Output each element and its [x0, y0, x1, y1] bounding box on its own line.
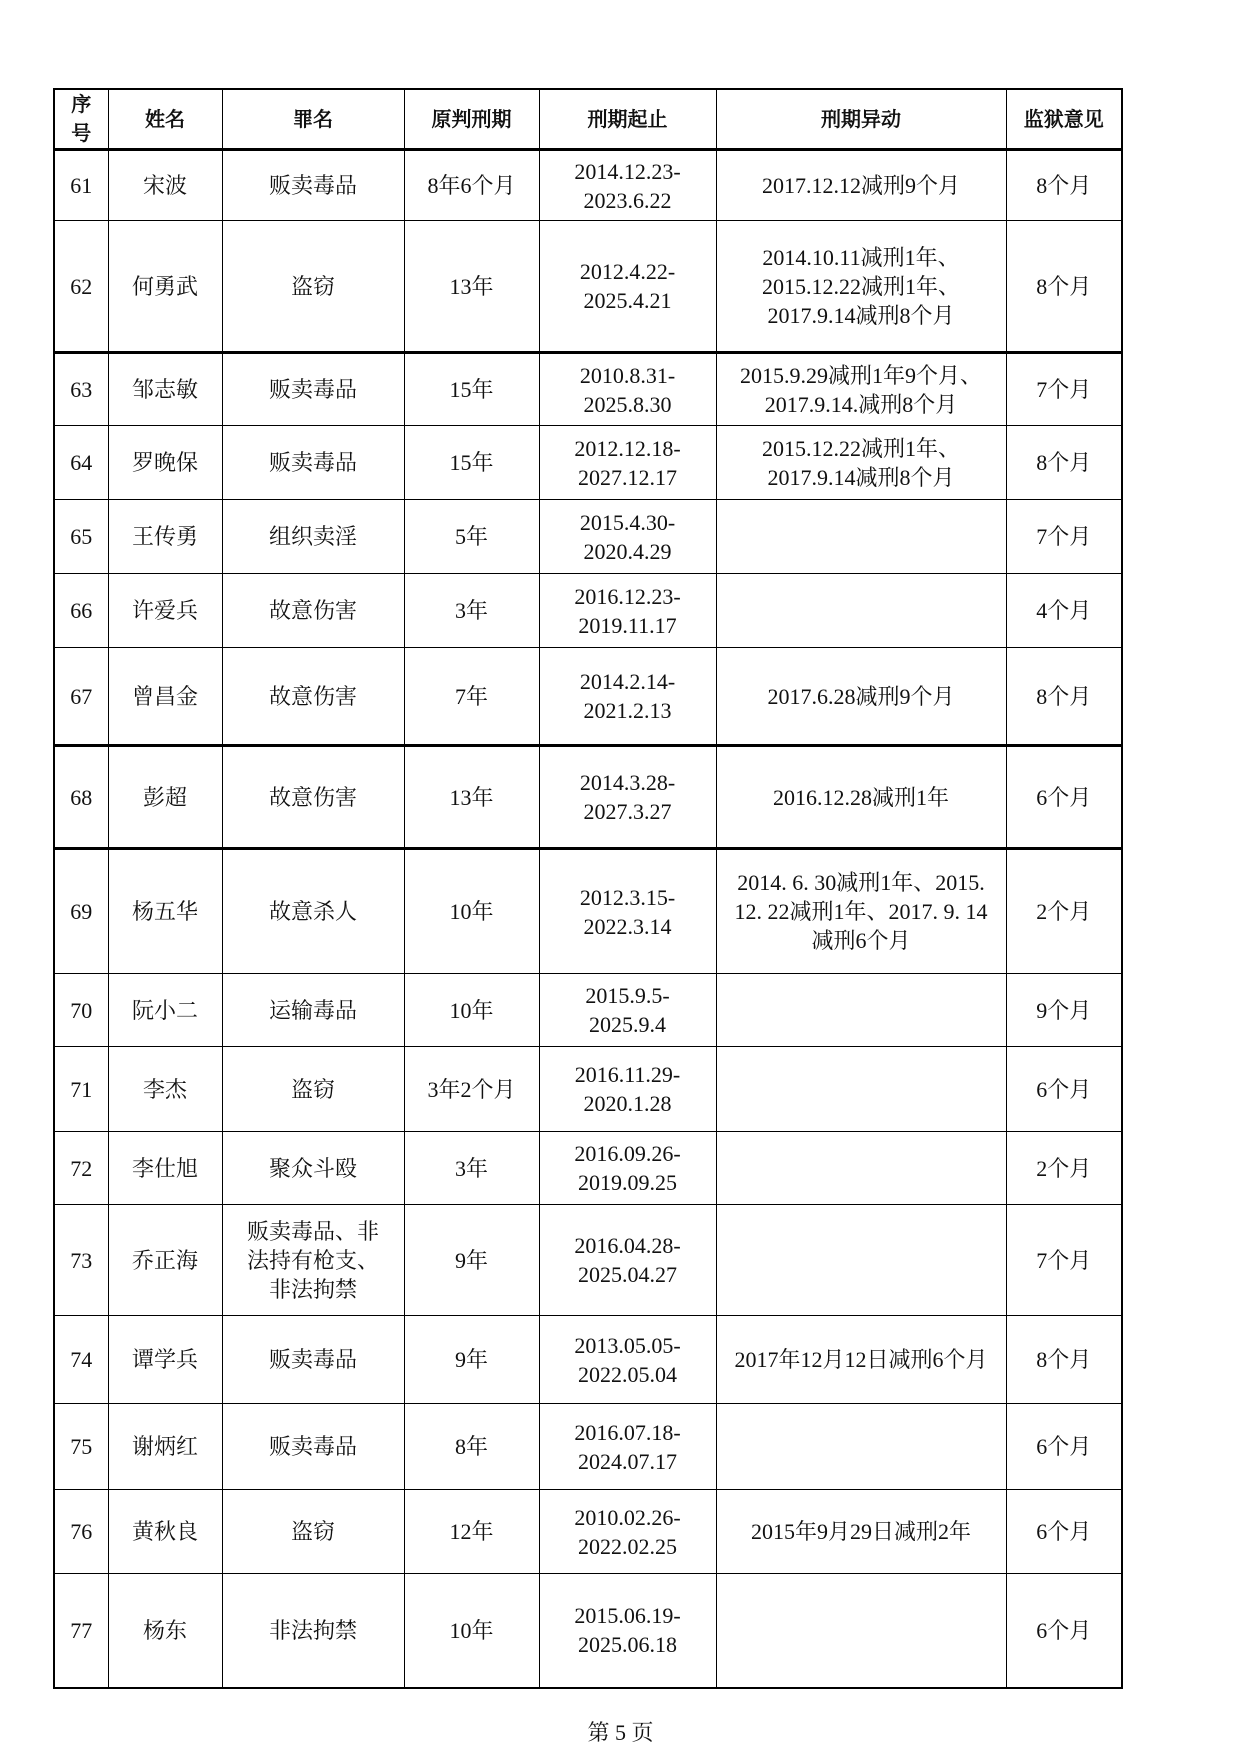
cell-sentence: 15年: [404, 426, 539, 500]
table-row: [54, 1316, 1122, 1404]
cell-name: 谭学兵: [108, 1316, 222, 1404]
table-row: [54, 500, 1122, 574]
cell-crime: 贩卖毒品: [222, 1404, 404, 1490]
cell-period: 2016.11.29-2020.1.28: [539, 1047, 716, 1132]
cell-no: 66: [54, 574, 108, 648]
cell-sentence: 7年: [404, 648, 539, 746]
cell-opinion: 8个月: [1006, 1316, 1122, 1404]
cell-crime: 故意杀人: [222, 849, 404, 974]
cell-period: 2015.4.30-2020.4.29: [539, 500, 716, 574]
cell-sentence: 13年: [404, 746, 539, 849]
table-row: [54, 648, 1122, 746]
cell-no: 68: [54, 746, 108, 849]
cell-change: [716, 1132, 1006, 1205]
table-row: [54, 1132, 1122, 1205]
table-row: [54, 574, 1122, 648]
cell-crime: 组织卖淫: [222, 500, 404, 574]
cell-change: [716, 1205, 1006, 1316]
table-row: [54, 221, 1122, 353]
cell-period: 2016.04.28-2025.04.27: [539, 1205, 716, 1316]
cell-crime: 故意伤害: [222, 648, 404, 746]
cell-sentence: 13年: [404, 221, 539, 353]
cell-change: 2015.9.29减刑1年9个月、2017.9.14.减刑8个月: [716, 353, 1006, 426]
table-row: [54, 1205, 1122, 1316]
cell-sentence: 5年: [404, 500, 539, 574]
cell-period: 2010.8.31-2025.8.30: [539, 353, 716, 426]
cell-opinion: 7个月: [1006, 1205, 1122, 1316]
cell-crime: 故意伤害: [222, 574, 404, 648]
table-row: [54, 1490, 1122, 1574]
cell-opinion: 8个月: [1006, 150, 1122, 221]
cell-name: 杨东: [108, 1574, 222, 1688]
cell-change: 2017.6.28减刑9个月: [716, 648, 1006, 746]
cell-no: 72: [54, 1132, 108, 1205]
cell-period: 2012.12.18-2027.12.17: [539, 426, 716, 500]
cell-crime: 贩卖毒品: [222, 353, 404, 426]
cell-no: 73: [54, 1205, 108, 1316]
table-row: [54, 974, 1122, 1047]
cell-crime: 非法拘禁: [222, 1574, 404, 1688]
cell-change: [716, 500, 1006, 574]
cell-name: 李仕旭: [108, 1132, 222, 1205]
cell-opinion: 2个月: [1006, 1132, 1122, 1205]
cell-sentence: 10年: [404, 849, 539, 974]
cell-crime: 贩卖毒品: [222, 1316, 404, 1404]
cell-crime: 贩卖毒品、非法持有枪支、非法拘禁: [222, 1205, 404, 1316]
cell-change: 2017年12月12日减刑6个月: [716, 1316, 1006, 1404]
cell-crime: 贩卖毒品: [222, 426, 404, 500]
cell-change: 2015.12.22减刑1年、2017.9.14减刑8个月: [716, 426, 1006, 500]
cell-crime: 运输毒品: [222, 974, 404, 1047]
cell-opinion: 7个月: [1006, 353, 1122, 426]
cell-no: 69: [54, 849, 108, 974]
cell-no: 77: [54, 1574, 108, 1688]
cell-change: 2017.12.12减刑9个月: [716, 150, 1006, 221]
cell-sentence: 10年: [404, 974, 539, 1047]
cell-no: 64: [54, 426, 108, 500]
cell-change: [716, 574, 1006, 648]
cell-name: 阮小二: [108, 974, 222, 1047]
cell-sentence: 3年2个月: [404, 1047, 539, 1132]
cell-period: 2014.12.23-2023.6.22: [539, 150, 716, 221]
cell-change: 2014.10.11减刑1年、2015.12.22减刑1年、2017.9.14减刑8个月: [716, 221, 1006, 353]
cell-name: 曾昌金: [108, 648, 222, 746]
col-header-no: 序号: [54, 89, 108, 150]
cell-opinion: 8个月: [1006, 426, 1122, 500]
cell-period: 2015.06.19-2025.06.18: [539, 1574, 716, 1688]
cell-no: 61: [54, 150, 108, 221]
cell-name: 罗晚保: [108, 426, 222, 500]
cell-opinion: 6个月: [1006, 1047, 1122, 1132]
cell-sentence: 3年: [404, 1132, 539, 1205]
col-header-opinion: 监狱意见: [1006, 89, 1122, 150]
cell-opinion: 8个月: [1006, 648, 1122, 746]
cell-change: 2015年9月29日减刑2年: [716, 1490, 1006, 1574]
cell-opinion: 6个月: [1006, 1404, 1122, 1490]
cell-no: 67: [54, 648, 108, 746]
cell-name: 谢炳红: [108, 1404, 222, 1490]
cell-name: 杨五华: [108, 849, 222, 974]
cell-change: [716, 1404, 1006, 1490]
table-row: [54, 746, 1122, 849]
table-row: [54, 150, 1122, 221]
cell-period: 2014.3.28-2027.3.27: [539, 746, 716, 849]
cell-no: 75: [54, 1404, 108, 1490]
cell-sentence: 12年: [404, 1490, 539, 1574]
cell-opinion: 4个月: [1006, 574, 1122, 648]
table-row: [54, 1574, 1122, 1688]
cell-name: 彭超: [108, 746, 222, 849]
table-row: [54, 1047, 1122, 1132]
cell-name: 何勇武: [108, 221, 222, 353]
cell-period: 2016.07.18-2024.07.17: [539, 1404, 716, 1490]
page-number: 第 5 页: [587, 1720, 654, 1745]
table-row: [54, 1404, 1122, 1490]
cell-no: 62: [54, 221, 108, 353]
cell-no: 70: [54, 974, 108, 1047]
cell-name: 宋波: [108, 150, 222, 221]
cell-period: 2016.12.23-2019.11.17: [539, 574, 716, 648]
cell-name: 李杰: [108, 1047, 222, 1132]
cell-name: 许爱兵: [108, 574, 222, 648]
cell-opinion: 6个月: [1006, 1490, 1122, 1574]
cell-name: 乔正海: [108, 1205, 222, 1316]
cell-opinion: 6个月: [1006, 1574, 1122, 1688]
cell-name: 黄秋良: [108, 1490, 222, 1574]
table-row: [54, 849, 1122, 974]
roster-table: [53, 88, 1123, 1689]
cell-sentence: 9年: [404, 1205, 539, 1316]
cell-sentence: 15年: [404, 353, 539, 426]
cell-name: 邹志敏: [108, 353, 222, 426]
cell-opinion: 6个月: [1006, 746, 1122, 849]
cell-opinion: 9个月: [1006, 974, 1122, 1047]
cell-crime: 贩卖毒品: [222, 150, 404, 221]
cell-sentence: 9年: [404, 1316, 539, 1404]
cell-period: 2012.3.15-2022.3.14: [539, 849, 716, 974]
cell-period: 2012.4.22-2025.4.21: [539, 221, 716, 353]
cell-period: 2016.09.26-2019.09.25: [539, 1132, 716, 1205]
cell-sentence: 3年: [404, 574, 539, 648]
cell-change: 2014. 6. 30减刑1年、2015. 12. 22减刑1年、2017. 9. 14减刑6个月: [716, 849, 1006, 974]
cell-crime: 聚众斗殴: [222, 1132, 404, 1205]
cell-sentence: 8年: [404, 1404, 539, 1490]
col-header-crime: 罪名: [222, 89, 404, 150]
cell-change: 2016.12.28减刑1年: [716, 746, 1006, 849]
cell-no: 63: [54, 353, 108, 426]
cell-opinion: 7个月: [1006, 500, 1122, 574]
cell-opinion: 2个月: [1006, 849, 1122, 974]
cell-period: 2010.02.26-2022.02.25: [539, 1490, 716, 1574]
header-row: [54, 89, 1122, 150]
cell-period: 2015.9.5-2025.9.4: [539, 974, 716, 1047]
cell-sentence: 10年: [404, 1574, 539, 1688]
col-header-name: 姓名: [108, 89, 222, 150]
col-header-sentence: 原判刑期: [404, 89, 539, 150]
table-row: [54, 353, 1122, 426]
cell-name: 王传勇: [108, 500, 222, 574]
table-row: [54, 426, 1122, 500]
cell-sentence: 8年6个月: [404, 150, 539, 221]
cell-change: [716, 1047, 1006, 1132]
cell-no: 76: [54, 1490, 108, 1574]
cell-no: 65: [54, 500, 108, 574]
cell-crime: 盗窃: [222, 1490, 404, 1574]
cell-period: 2014.2.14-2021.2.13: [539, 648, 716, 746]
cell-no: 71: [54, 1047, 108, 1132]
cell-opinion: 8个月: [1006, 221, 1122, 353]
cell-change: [716, 1574, 1006, 1688]
cell-crime: 故意伤害: [222, 746, 404, 849]
cell-crime: 盗窃: [222, 221, 404, 353]
cell-period: 2013.05.05-2022.05.04: [539, 1316, 716, 1404]
cell-crime: 盗窃: [222, 1047, 404, 1132]
cell-change: [716, 974, 1006, 1047]
col-header-period: 刑期起止: [539, 89, 716, 150]
col-header-change: 刑期异动: [716, 89, 1006, 150]
cell-no: 74: [54, 1316, 108, 1404]
